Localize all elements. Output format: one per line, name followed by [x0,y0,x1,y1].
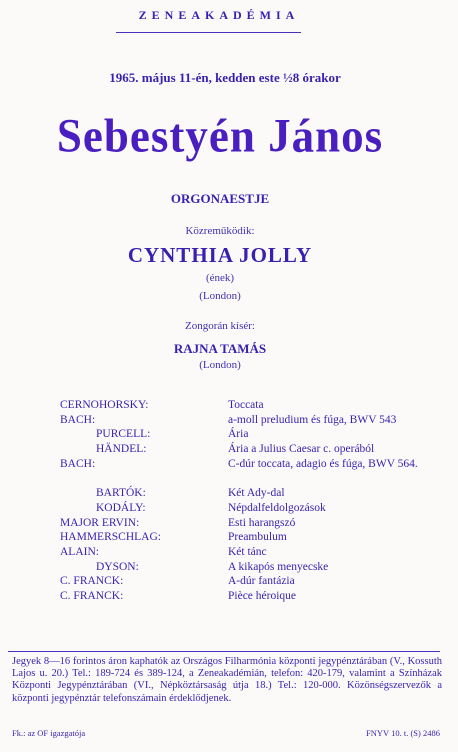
collaborator-role: (ének) [205,272,235,284]
program-item [60,413,450,428]
program-composer: MAJOR ERVIN: [60,516,140,529]
program-list [60,398,450,604]
program-work: Toccata [228,399,264,411]
program-composer: HAMMERSCHLAG: [60,531,161,544]
accompanist-label: Zongorán kísér: [185,320,255,332]
program-work: Két Ady-dal [228,487,285,500]
program-work: Preambulum [228,531,287,544]
accompanist-city: (London) [199,359,241,371]
concert-date: 1965. május 11-én, kedden este ½8 órakor [109,70,341,85]
program-item [60,516,450,531]
program-composer: BACH: [60,413,96,426]
program-work: A kikapós menyecske [228,560,329,573]
responsible-publisher: Fk.: az OF igazgatója [12,728,86,738]
program-item [60,457,450,486]
program-work: Ária [228,428,249,441]
program-work: Pièce héroique [228,589,297,602]
program-composer: BARTÓK: [96,487,146,500]
program-item [60,530,450,545]
program-work: Népdalfeldolgozások [228,501,326,514]
program-work: a-moll preludium és fúga, BWV 543 [228,413,397,426]
event-type: ORGONAESTJE [170,191,270,206]
ticket-info: Jegyek 8—16 forintos áron kaphatók az Országos Filharmónia központi jegypénztárában (V., Kossuth Lajos u. 20.) Tel.: 189-724 és 389-124, a Zeneakadémián, telefon: 420-179, valamint a Színházak Központi Jegypénztárában (VI., Népköztársaság útja 18.) Tel.: 120-000. Közönségszervezők a központi jegypénztár telefonszámain érdeklődjenek. [12,656,442,704]
program-composer: BACH: [60,457,96,470]
program-composer: PURCELL: [96,428,151,441]
program-item [60,589,450,604]
collaborator-name: CYNTHIA JOLLY [127,243,313,267]
program-item [60,442,450,457]
program-work: Két tánc [228,545,267,558]
program-composer: DYSON: [96,560,139,573]
program-item [60,398,450,413]
performer-name: Sebestyén János [56,109,384,163]
program-work: Ária a Julius Caesar c. operából [228,443,375,456]
program-composer: KODÁLY: [96,501,146,514]
venue-underline [116,32,301,33]
program-item [60,545,450,560]
program-composer: C. FRANCK: [60,589,124,602]
accompanist-name: RAJNA TAMÁS [173,341,267,356]
program-item [60,574,450,589]
program-composer: CERNOHORSKY: [60,399,149,411]
program-work: A-dúr fantázia [228,575,295,588]
program-item [60,501,450,516]
program-work: C-dúr toccata, adagio és fúga, BWV 564. [228,457,418,470]
program-item [60,560,450,575]
program-item [60,427,450,442]
venue-heading: ZENEAKADÉMIA [138,8,300,22]
program-item [60,486,450,501]
program-composer: C. FRANCK: [60,575,124,588]
program-work: Esti harangszó [228,516,296,529]
collaborator-city: (London) [199,290,241,302]
program-composer: HÄNDEL: [96,443,147,456]
collaborator-label: Közreműködik: [185,225,255,237]
program-composer: ALAIN: [60,545,99,558]
print-code: FNYV 10. t. (S) 2486 [366,728,440,738]
footer-divider [8,651,440,652]
